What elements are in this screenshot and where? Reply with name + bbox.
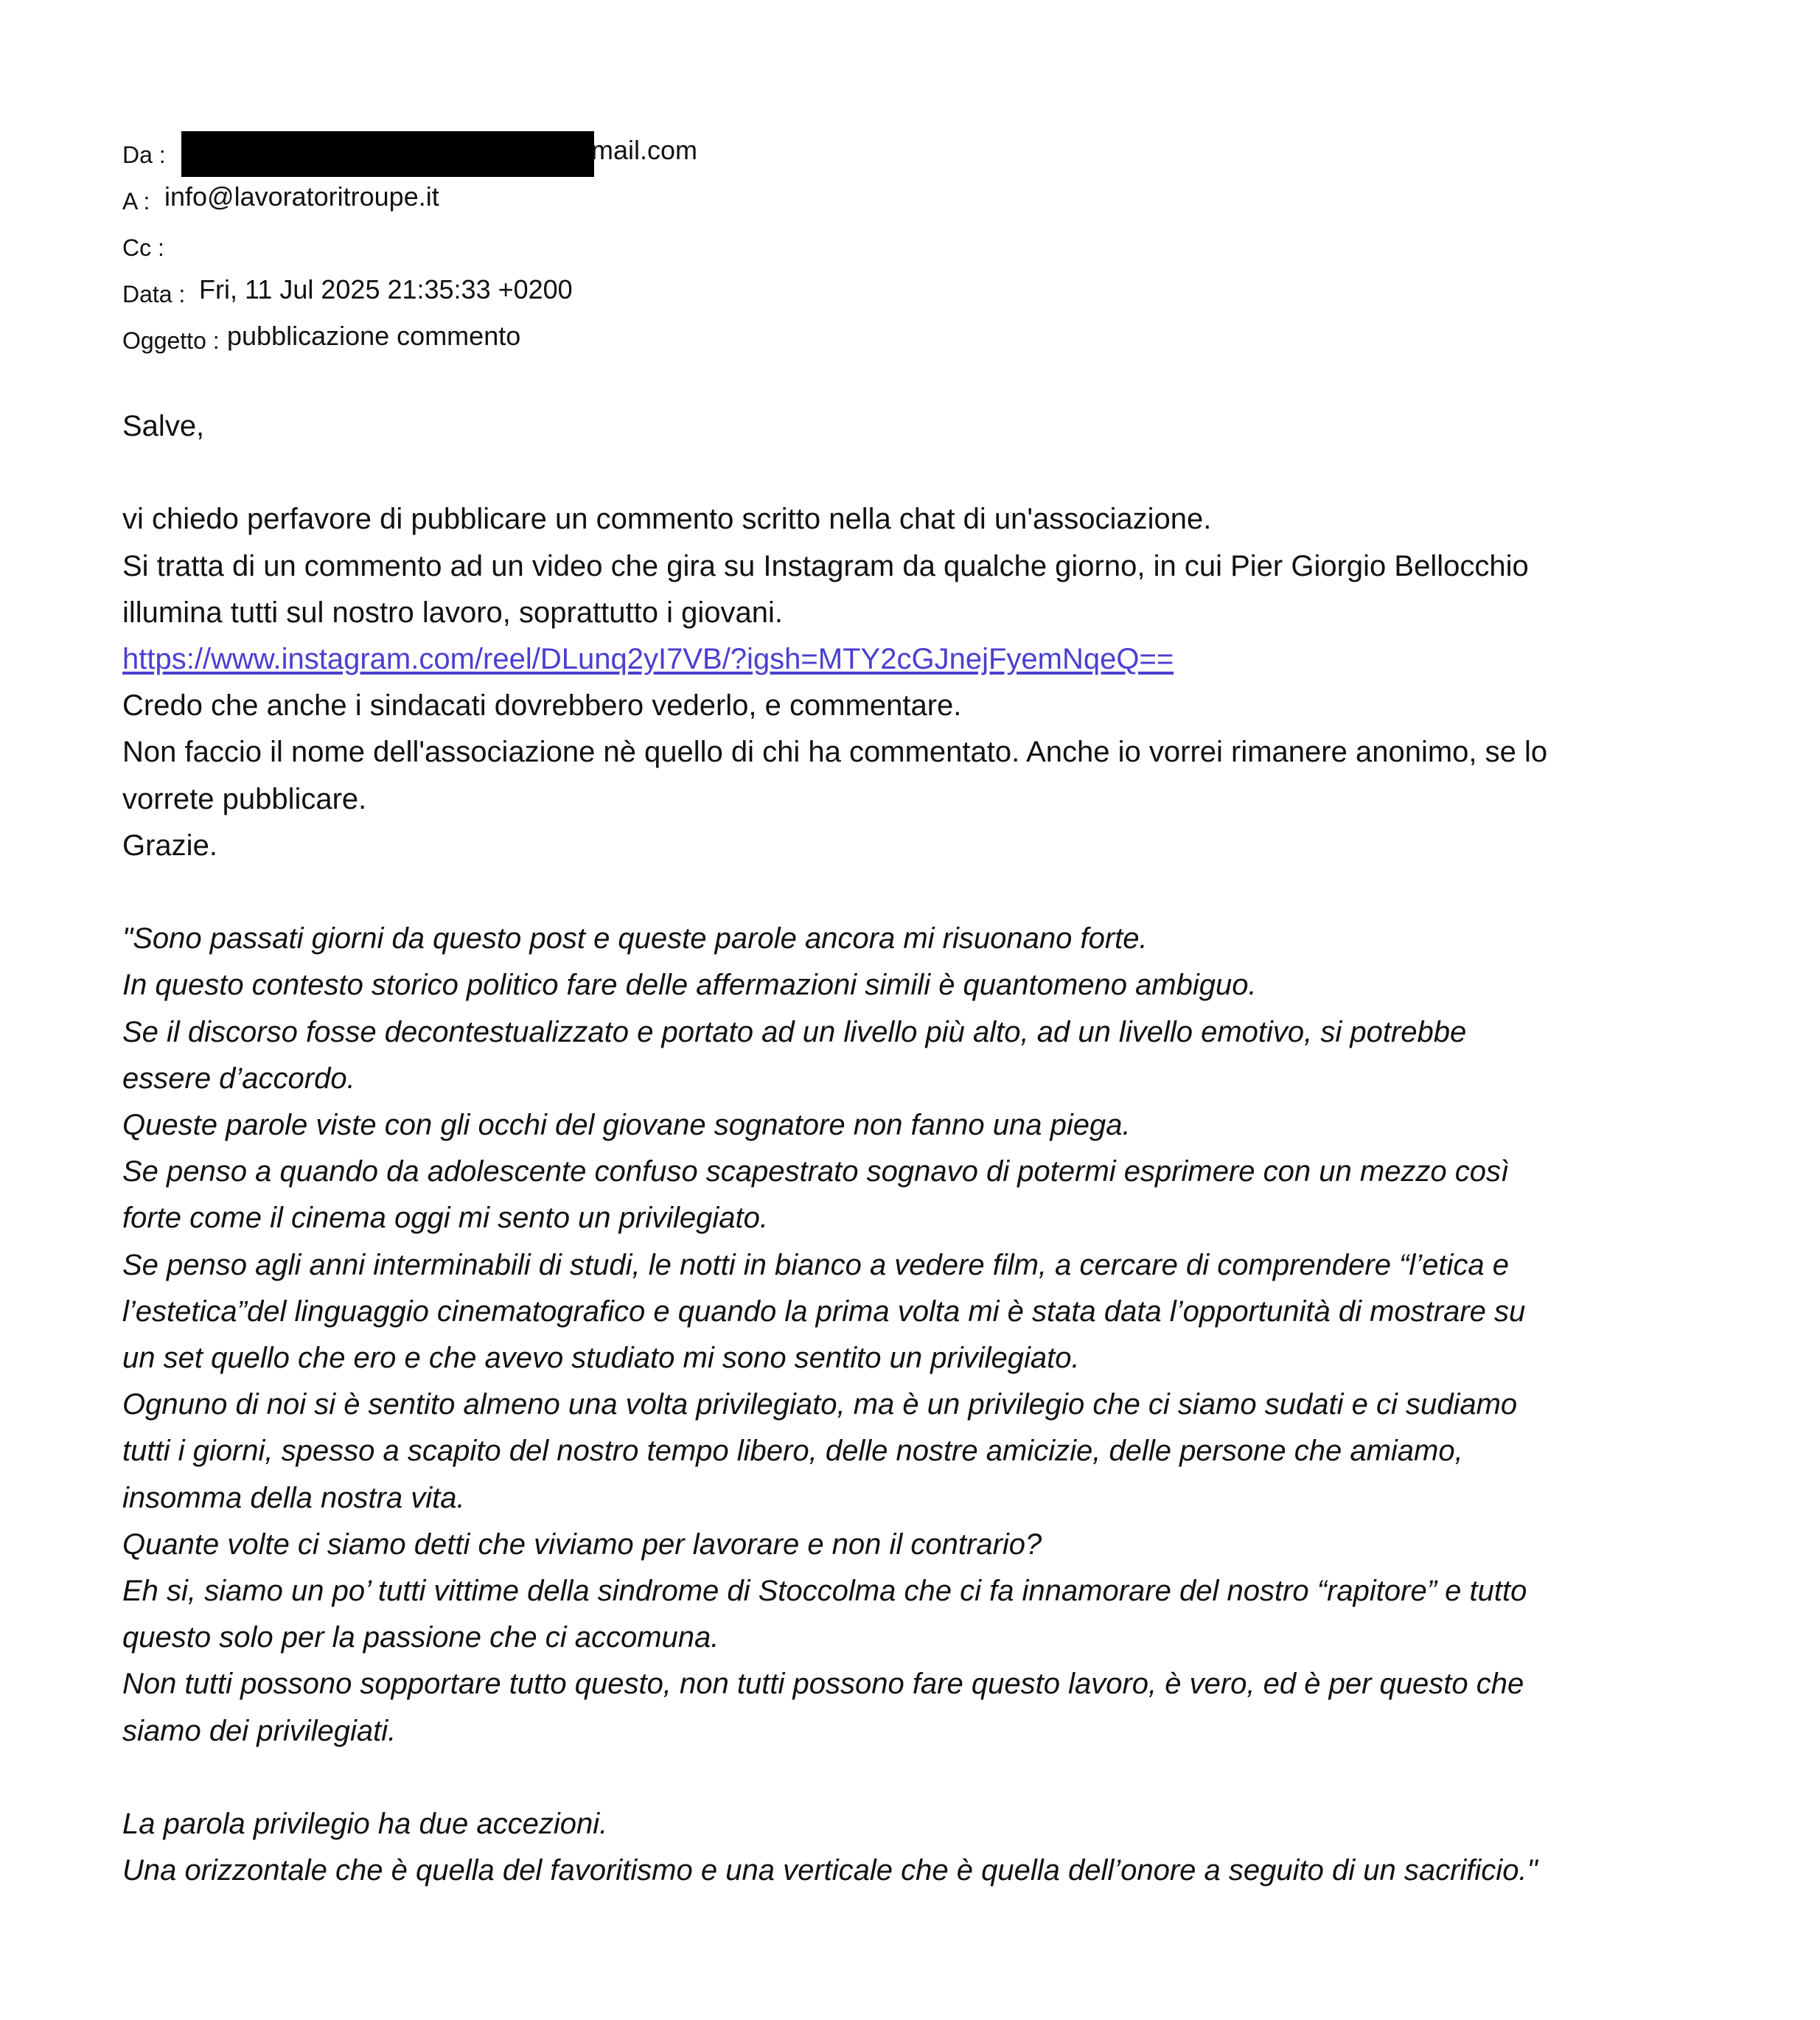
quote-line: Queste parole viste con gli occhi del giovane sognatore non fanno una piega. <box>122 1109 1131 1142</box>
email-body <box>122 403 1707 1894</box>
quote-line: Se il discorso fosse decontestualizzato e portato ad un livello più alto, ad un livello emotivo, si potrebbe <box>122 1015 1467 1048</box>
subject-value: pubblicazione commento <box>227 321 521 351</box>
quote-line: questo solo per la passione che ci accomuna. <box>122 1621 719 1654</box>
from-label: Da : <box>122 142 166 168</box>
date-label: Data : <box>122 281 186 307</box>
quote-line: La parola privilegio ha due accezioni. <box>122 1808 608 1841</box>
quote-line: Quante volte ci siamo detti che viviamo per lavorare e non il contrario? <box>122 1528 1042 1561</box>
redacted-sender <box>181 131 594 177</box>
body-line: Credo che anche i sindacati dovrebbero vederlo, e commentare. <box>122 689 962 722</box>
quote-line: essere d’accordo. <box>122 1062 355 1095</box>
quote-line: Non tutti possono sopportare tutto questo, non tutti possono fare questo lavoro, è vero, ed è per questo che <box>122 1668 1524 1701</box>
date-value: Fri, 11 Jul 2025 21:35:33 +0200 <box>199 274 573 304</box>
instagram-link[interactable]: https://www.instagram.com/reel/DLunq2yI7VB/?igsh=MTY2cGJnejFyemNqeQ== <box>122 643 1174 675</box>
body-line: vorrete pubblicare. <box>122 782 367 815</box>
header-from-row <box>122 131 1707 178</box>
to-label: A : <box>122 188 150 215</box>
header-cc-row <box>122 224 1707 271</box>
from-value: mail.com <box>591 135 698 165</box>
quote-line: tutti i giorni, spesso a scapito del nostro tempo libero, delle nostre amicizie, delle persone che amiamo, <box>122 1435 1463 1468</box>
intro-line: Si tratta di un commento ad un video che gira su Instagram da qualche giorno, in cui Pier Giorgio Bellocchio <box>122 549 1529 582</box>
quote-line: Se penso agli anni interminabili di studi, le notti in bianco a vedere film, a cercare di comprendere “l’etica e <box>122 1248 1509 1281</box>
quote-line: Eh si, siamo un po’ tutti vittime della sindrome di Stoccolma che ci fa innamorare del nostro “rapitore” e tutto <box>122 1575 1527 1608</box>
quote-line: l’estetica”del linguaggio cinematografico e quando la prima volta mi è stata data l’opportunità di mostrare su <box>122 1295 1526 1328</box>
quote-line: Ognuno di noi si è sentito almeno una volta privilegiato, ma è un privilegio che ci siamo sudati e ci sudiamo <box>122 1388 1518 1421</box>
subject-label: Oggetto : <box>122 327 220 354</box>
email-document <box>122 131 1707 1894</box>
body-line: Non faccio il nome dell'associazione nè quello di chi ha commentato. Anche io vorrei rimanere anonimo, se lo <box>122 736 1548 769</box>
quote-line: In questo contesto storico politico fare delle affermazioni simili è quantomeno ambiguo. <box>122 969 1257 1002</box>
header-subject-row <box>122 317 1707 363</box>
quote-line: insomma della nostra vita. <box>122 1481 465 1514</box>
body-line: Grazie. <box>122 829 217 862</box>
quote-line: Una orizzontale che è quella del favoritismo e una verticale che è quella dell’onore a seguito di un sacrificio." <box>122 1854 1538 1887</box>
to-value: info@lavoratoritroupe.it <box>164 181 439 212</box>
quote-line: un set quello che ero e che avevo studiato mi sono sentito un privilegiato. <box>122 1342 1080 1375</box>
quote-line: siamo dei privilegiati. <box>122 1714 397 1747</box>
cc-label: Cc : <box>122 234 164 261</box>
intro-line: illumina tutti sul nostro lavoro, soprattutto i giovani. <box>122 596 783 629</box>
quote-line: Se penso a quando da adolescente confuso scapestrato sognavo di potermi esprimere con un mezzo così <box>122 1155 1510 1188</box>
intro-line: vi chiedo perfavore di pubblicare un commento scritto nella chat di un'associazione. <box>122 503 1212 536</box>
quote-line: forte come il cinema oggi mi sento un privilegiato. <box>122 1202 768 1235</box>
header-date-row <box>122 271 1707 317</box>
quote-line: "Sono passati giorni da questo post e queste parole ancora mi risuonano forte. <box>122 922 1148 955</box>
quoted-comment <box>122 916 1707 1894</box>
greeting: Salve, <box>122 410 205 442</box>
header-to-row <box>122 178 1707 224</box>
